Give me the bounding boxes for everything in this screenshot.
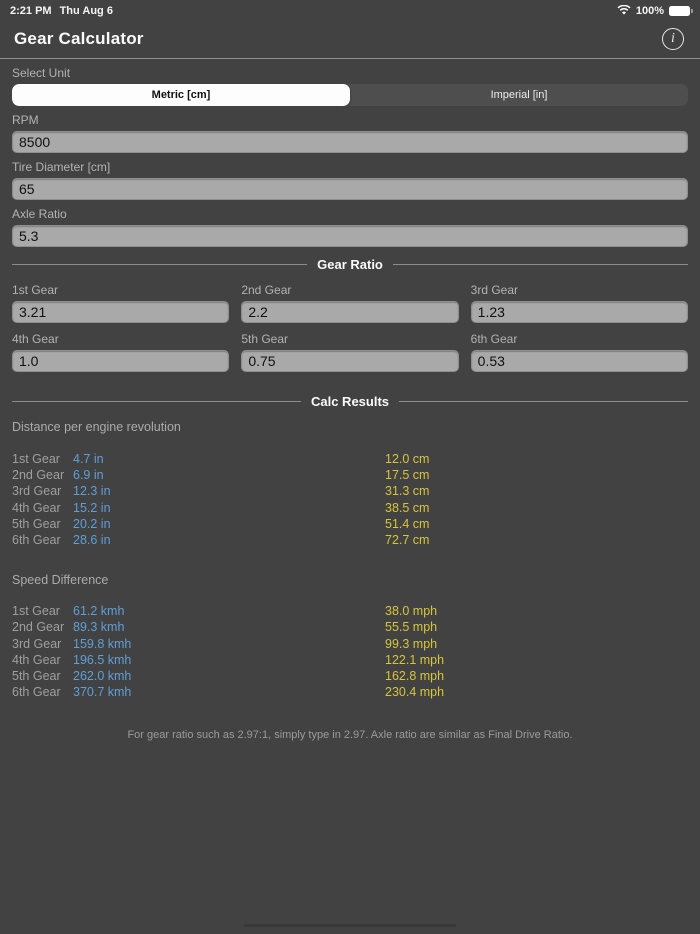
divider-line [399, 401, 688, 402]
speed-row [12, 619, 688, 635]
main-content [0, 66, 700, 741]
gear-3-input[interactable] [471, 301, 688, 323]
row-gear-label: 3rd Gear [12, 636, 62, 651]
divider-line [12, 401, 301, 402]
gear-2-input[interactable] [241, 301, 458, 323]
row-value-blue: 12.3 in [73, 484, 111, 499]
row-gear-label: 1st Gear [12, 452, 60, 466]
info-icon[interactable]: i [662, 28, 684, 50]
distance-row [12, 516, 688, 532]
distance-row [12, 483, 688, 499]
battery-icon [669, 6, 690, 16]
select-unit-label: Select Unit [12, 66, 71, 80]
distance-row [12, 467, 688, 483]
row-value-blue: 20.2 in [73, 516, 111, 531]
row-value-yellow: 17.5 cm [385, 468, 430, 483]
home-indicator[interactable] [244, 924, 457, 928]
tire-diameter-field-group [12, 160, 688, 200]
row-value-yellow: 162.8 mph [385, 669, 445, 684]
gear-3-field-group [471, 274, 688, 323]
row-value-blue: 159.8 kmh [73, 636, 132, 651]
gear-4-input[interactable] [12, 350, 229, 372]
axle-ratio-field-group [12, 207, 688, 247]
gear-2-label: 2nd Gear [241, 283, 292, 297]
gear-6-field-group [471, 323, 688, 372]
page-title: Gear Calculator [14, 29, 144, 48]
gear-ratio-section-title: Gear Ratio [317, 257, 383, 272]
gear-4-field-group [12, 323, 229, 372]
row-value-yellow: 12.0 cm [385, 452, 430, 466]
row-gear-label: 2nd Gear [12, 620, 65, 635]
row-gear-label: 6th Gear [12, 685, 61, 700]
row-value-blue: 89.3 kmh [73, 620, 125, 635]
segment-metric[interactable]: Metric [cm] [12, 84, 350, 106]
row-value-yellow: 31.3 cm [385, 484, 430, 499]
distance-row [12, 500, 688, 516]
status-bar [0, 0, 700, 21]
app-header [0, 21, 700, 59]
divider-line [12, 264, 307, 265]
row-value-blue: 15.2 in [73, 500, 111, 515]
row-value-blue: 4.7 in [73, 452, 104, 466]
gear-5-label: 5th Gear [241, 332, 289, 346]
speed-result-rows [12, 603, 688, 700]
row-value-yellow: 72.7 cm [385, 533, 430, 548]
gear-6-label: 6th Gear [470, 332, 518, 346]
row-value-blue: 262.0 kmh [73, 669, 132, 684]
row-value-yellow: 38.0 mph [385, 604, 438, 619]
speed-row [12, 684, 688, 700]
status-left [10, 5, 113, 17]
speed-row [12, 636, 688, 652]
unit-segmented-control [12, 84, 688, 106]
axle-ratio-input[interactable] [12, 225, 688, 247]
row-gear-label: 6th Gear [12, 533, 61, 548]
gear-ratio-grid [12, 274, 688, 372]
row-gear-label: 2nd Gear [12, 468, 65, 483]
distance-row [12, 451, 688, 467]
row-value-yellow: 230.4 mph [385, 685, 445, 700]
row-value-blue: 61.2 kmh [73, 604, 125, 619]
row-value-blue: 196.5 kmh [73, 652, 132, 667]
axle-ratio-label: Axle Ratio [12, 207, 67, 221]
rpm-field-group [12, 113, 688, 153]
divider-line [393, 264, 688, 265]
row-value-yellow: 38.5 cm [385, 500, 430, 515]
gear-ratio-section-header [12, 257, 688, 272]
distance-result-rows [12, 451, 688, 548]
row-value-blue: 370.7 kmh [73, 685, 132, 700]
distance-row [12, 532, 688, 548]
gear-4-label: 4th Gear [12, 332, 59, 346]
battery-percent: 100% [635, 4, 664, 17]
row-gear-label: 1st Gear [12, 604, 60, 619]
status-time: 2:21 PM [10, 4, 52, 17]
row-gear-label: 5th Gear [12, 516, 61, 531]
footer-note: For gear ratio such as 2.97:1, simply type in 2.97. Axle ratio are similar as Final Drive Ratio. [127, 729, 573, 742]
gear-5-field-group [241, 323, 458, 372]
segment-imperial[interactable]: Imperial [in] [490, 89, 548, 101]
row-value-blue: 28.6 in [73, 533, 111, 548]
speed-row [12, 668, 688, 684]
row-gear-label: 5th Gear [12, 669, 61, 684]
tire-diameter-label: Tire Diameter [cm] [12, 160, 111, 174]
gear-5-input[interactable] [241, 350, 458, 372]
row-value-yellow: 122.1 mph [385, 652, 445, 667]
speed-row [12, 603, 688, 619]
wifi-icon [617, 5, 631, 16]
gear-2-field-group [241, 274, 458, 323]
row-value-blue: 6.9 in [73, 468, 104, 483]
row-gear-label: 4th Gear [12, 652, 61, 667]
rpm-label: RPM [12, 113, 39, 127]
speed-subsection-title: Speed Difference [12, 573, 109, 588]
row-value-yellow: 55.5 mph [385, 620, 438, 635]
row-gear-label: 4th Gear [12, 500, 61, 515]
gear-6-input[interactable] [471, 350, 688, 372]
row-value-yellow: 51.4 cm [385, 516, 430, 531]
status-date: Thu Aug 6 [59, 4, 113, 17]
rpm-input[interactable] [12, 131, 688, 153]
tire-diameter-input[interactable] [12, 178, 688, 200]
calc-results-section-title: Calc Results [310, 394, 390, 409]
gear-3-label: 3rd Gear [470, 283, 519, 297]
row-value-yellow: 99.3 mph [385, 636, 438, 651]
distance-subsection-title: Distance per engine revolution [12, 420, 181, 434]
gear-1-input[interactable] [12, 301, 229, 323]
calc-results-section-header [12, 394, 688, 409]
speed-row [12, 652, 688, 668]
gear-1-label: 1st Gear [12, 283, 59, 297]
status-right [617, 5, 690, 17]
gear-1-field-group [12, 274, 229, 323]
row-gear-label: 3rd Gear [12, 484, 62, 499]
